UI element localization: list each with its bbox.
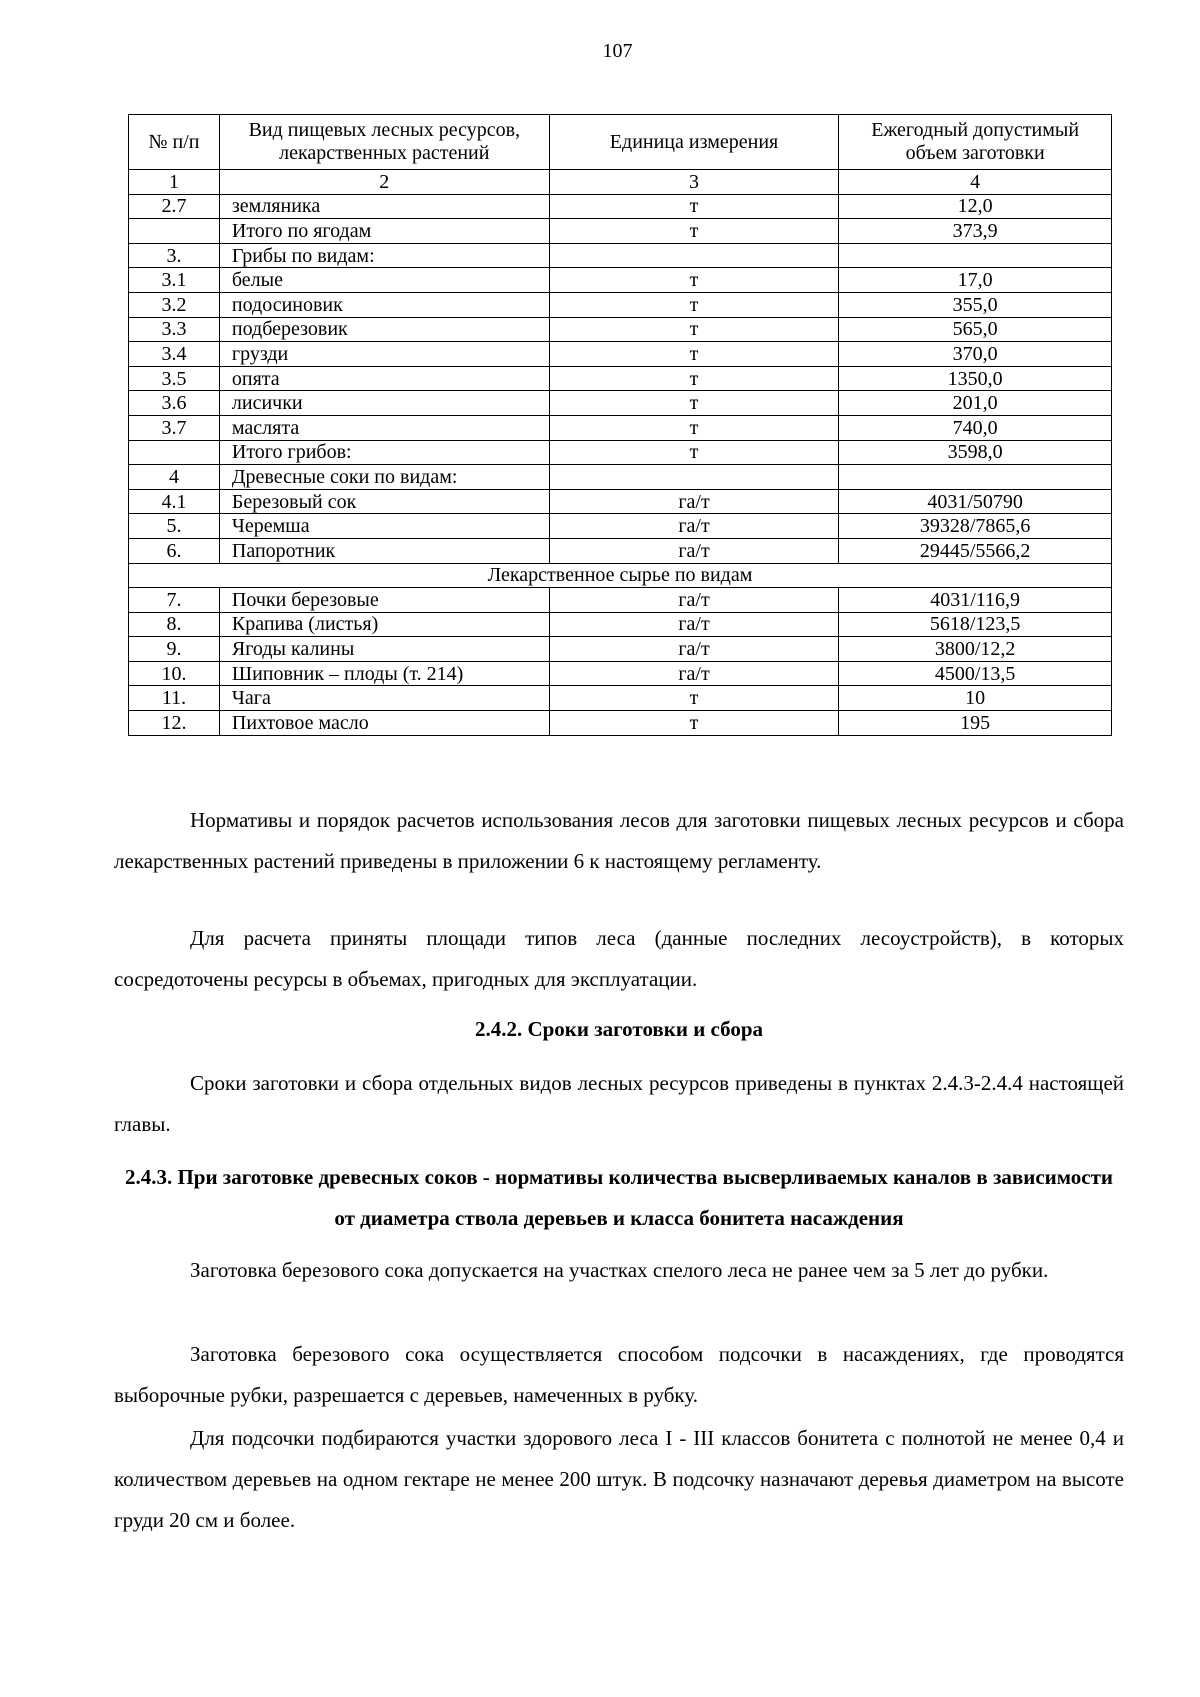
table-row (129, 317, 1112, 342)
header-num: № п/п (129, 115, 220, 170)
row-volume: 355,0 (839, 292, 1112, 317)
row-resource-name: опята (219, 366, 549, 391)
row-num: 3.7 (129, 415, 220, 440)
paragraph-norms: Нормативы и порядок расчетов использования лесов для заготовки пищевых лесных ресурсов и сбора лекарственных растений приведены в приложении 6 к настоящему регламенту. (114, 808, 1124, 873)
resources-table (128, 114, 1112, 736)
row-volume: 201,0 (839, 391, 1112, 416)
row-num (129, 440, 220, 465)
table-row (129, 588, 1112, 613)
row-unit: га/т (549, 588, 839, 613)
row-num: 3.2 (129, 292, 220, 317)
row-unit: га/т (549, 661, 839, 686)
row-num: 3.4 (129, 342, 220, 367)
row-resource-name: Итого грибов: (219, 440, 549, 465)
row-num: 3.1 (129, 268, 220, 293)
row-unit: т (549, 686, 839, 711)
row-volume: 1350,0 (839, 366, 1112, 391)
row-resource-name: Крапива (листья) (219, 612, 549, 637)
paragraph-calculation: Для расчета приняты площади типов леса (данные последних лесоустройств), в которых сосредоточены ресурсы в объемах, пригодных для эксплуатации. (114, 926, 1124, 991)
row-unit: т (549, 194, 839, 219)
row-num: 3. (129, 243, 220, 268)
row-unit: т (549, 317, 839, 342)
column-number: 2 (219, 170, 549, 195)
row-volume: 12,0 (839, 194, 1112, 219)
table-row (129, 637, 1112, 662)
row-unit (549, 465, 839, 490)
table-row (129, 366, 1112, 391)
row-resource-name: Грибы по видам: (219, 243, 549, 268)
table-row (129, 292, 1112, 317)
row-num: 8. (129, 612, 220, 637)
row-num: 5. (129, 514, 220, 539)
row-num: 3.3 (129, 317, 220, 342)
row-num: 6. (129, 538, 220, 563)
row-num: 9. (129, 637, 220, 662)
row-resource-name: Древесные соки по видам: (219, 465, 549, 490)
row-num: 4.1 (129, 489, 220, 514)
row-volume: 195 (839, 711, 1112, 736)
row-resource-name: земляника (219, 194, 549, 219)
row-resource-name: Черемша (219, 514, 549, 539)
row-num: 12. (129, 711, 220, 736)
column-number: 4 (839, 170, 1112, 195)
row-unit: га/т (549, 514, 839, 539)
row-unit: т (549, 391, 839, 416)
row-resource-name: подосиновик (219, 292, 549, 317)
table-row (129, 465, 1112, 490)
row-volume: 4031/116,9 (839, 588, 1112, 613)
row-volume: 10 (839, 686, 1112, 711)
table-row (129, 415, 1112, 440)
page-number: 107 (602, 40, 633, 62)
row-resource-name: Березовый сок (219, 489, 549, 514)
table-row (129, 440, 1112, 465)
row-volume: 5618/123,5 (839, 612, 1112, 637)
table-row (129, 612, 1112, 637)
row-volume: 3598,0 (839, 440, 1112, 465)
row-unit: га/т (549, 538, 839, 563)
row-unit: га/т (549, 612, 839, 637)
table-row (129, 219, 1112, 244)
row-num: 7. (129, 588, 220, 613)
header-resource-type: Вид пищевых лесных ресурсов, лекарственных растений (219, 115, 549, 170)
row-unit: т (549, 415, 839, 440)
row-resource-name: Шиповник – плоды (т. 214) (219, 661, 549, 686)
row-num: 2.7 (129, 194, 220, 219)
row-resource-name: Почки березовые (219, 588, 549, 613)
table-row (129, 686, 1112, 711)
row-resource-name: белые (219, 268, 549, 293)
row-resource-name: Ягоды калины (219, 637, 549, 662)
row-num: 3.5 (129, 366, 220, 391)
row-num: 4 (129, 465, 220, 490)
row-volume (839, 465, 1112, 490)
row-resource-name: Чага (219, 686, 549, 711)
column-number: 3 (549, 170, 839, 195)
row-resource-name: маслята (219, 415, 549, 440)
row-volume: 740,0 (839, 415, 1112, 440)
table-row (129, 268, 1112, 293)
table-row (129, 342, 1112, 367)
paragraph-terms: Сроки заготовки и сбора отдельных видов лесных ресурсов приведены в пунктах 2.4.3-2.4.4 настоящей главы. (114, 1071, 1124, 1136)
row-resource-name: Итого по ягодам (219, 219, 549, 244)
row-unit (549, 243, 839, 268)
row-unit: т (549, 440, 839, 465)
section-heading-2-4-2: 2.4.2. Сроки заготовки и сбора (474, 1017, 764, 1041)
row-volume: 4031/50790 (839, 489, 1112, 514)
table-row (129, 661, 1112, 686)
table-row (129, 711, 1112, 736)
row-unit: т (549, 219, 839, 244)
row-resource-name: грузди (219, 342, 549, 367)
row-unit: т (549, 268, 839, 293)
paragraph-plot-selection: Для подсочки подбираются участки здорового леса I - III классов бонитета с полнотой не менее 0,4 и количеством деревьев на одном гектаре не менее 200 штук. В подсочку назначают деревья диаметром на высоте груди 20 см и более. (114, 1426, 1124, 1532)
row-volume: 3800/12,2 (839, 637, 1112, 662)
row-volume: 370,0 (839, 342, 1112, 367)
row-unit: га/т (549, 637, 839, 662)
row-unit: т (549, 342, 839, 367)
row-num (129, 219, 220, 244)
row-num: 10. (129, 661, 220, 686)
paragraph-tapping-method: Заготовка березового сока осуществляется способом подсочки в насаждениях, где проводятся выборочные рубки, разрешается с деревьев, намеченных в рубку. (114, 1342, 1124, 1407)
table-row (129, 514, 1112, 539)
row-volume: 373,9 (839, 219, 1112, 244)
column-number: 1 (129, 170, 220, 195)
table-row (129, 538, 1112, 563)
table-row (129, 243, 1112, 268)
table-section-row (129, 563, 1112, 588)
row-unit: т (549, 292, 839, 317)
paragraph-birch-sap-harvest: Заготовка березового сока допускается на участках спелого леса не ранее чем за 5 лет до рубки. (190, 1258, 1049, 1282)
row-volume: 565,0 (839, 317, 1112, 342)
row-num: 11. (129, 686, 220, 711)
row-volume: 17,0 (839, 268, 1112, 293)
row-unit: т (549, 711, 839, 736)
row-volume: 39328/7865,6 (839, 514, 1112, 539)
row-num: 3.6 (129, 391, 220, 416)
header-volume: Ежегодный допустимый объем заготовки (839, 115, 1112, 170)
section-heading-2-4-3: 2.4.3. При заготовке древесных соков - нормативы количества высверливаемых каналов в зависимости от диаметра ствола деревьев и класса бонитета насаждения (124, 1165, 1114, 1230)
header-unit: Единица измерения (549, 115, 839, 170)
table-column-numbers-row (129, 170, 1112, 195)
row-unit: га/т (549, 489, 839, 514)
table-row (129, 391, 1112, 416)
table-row (129, 194, 1112, 219)
row-unit: т (549, 366, 839, 391)
row-volume: 29445/5566,2 (839, 538, 1112, 563)
row-resource-name: подберезовик (219, 317, 549, 342)
table-row (129, 489, 1112, 514)
row-resource-name: лисички (219, 391, 549, 416)
row-resource-name: Папоротник (219, 538, 549, 563)
section-label: Лекарственное сырье по видам (129, 563, 1112, 588)
table-header-row (129, 115, 1112, 170)
row-resource-name: Пихтовое масло (219, 711, 549, 736)
row-volume: 4500/13,5 (839, 661, 1112, 686)
row-volume (839, 243, 1112, 268)
